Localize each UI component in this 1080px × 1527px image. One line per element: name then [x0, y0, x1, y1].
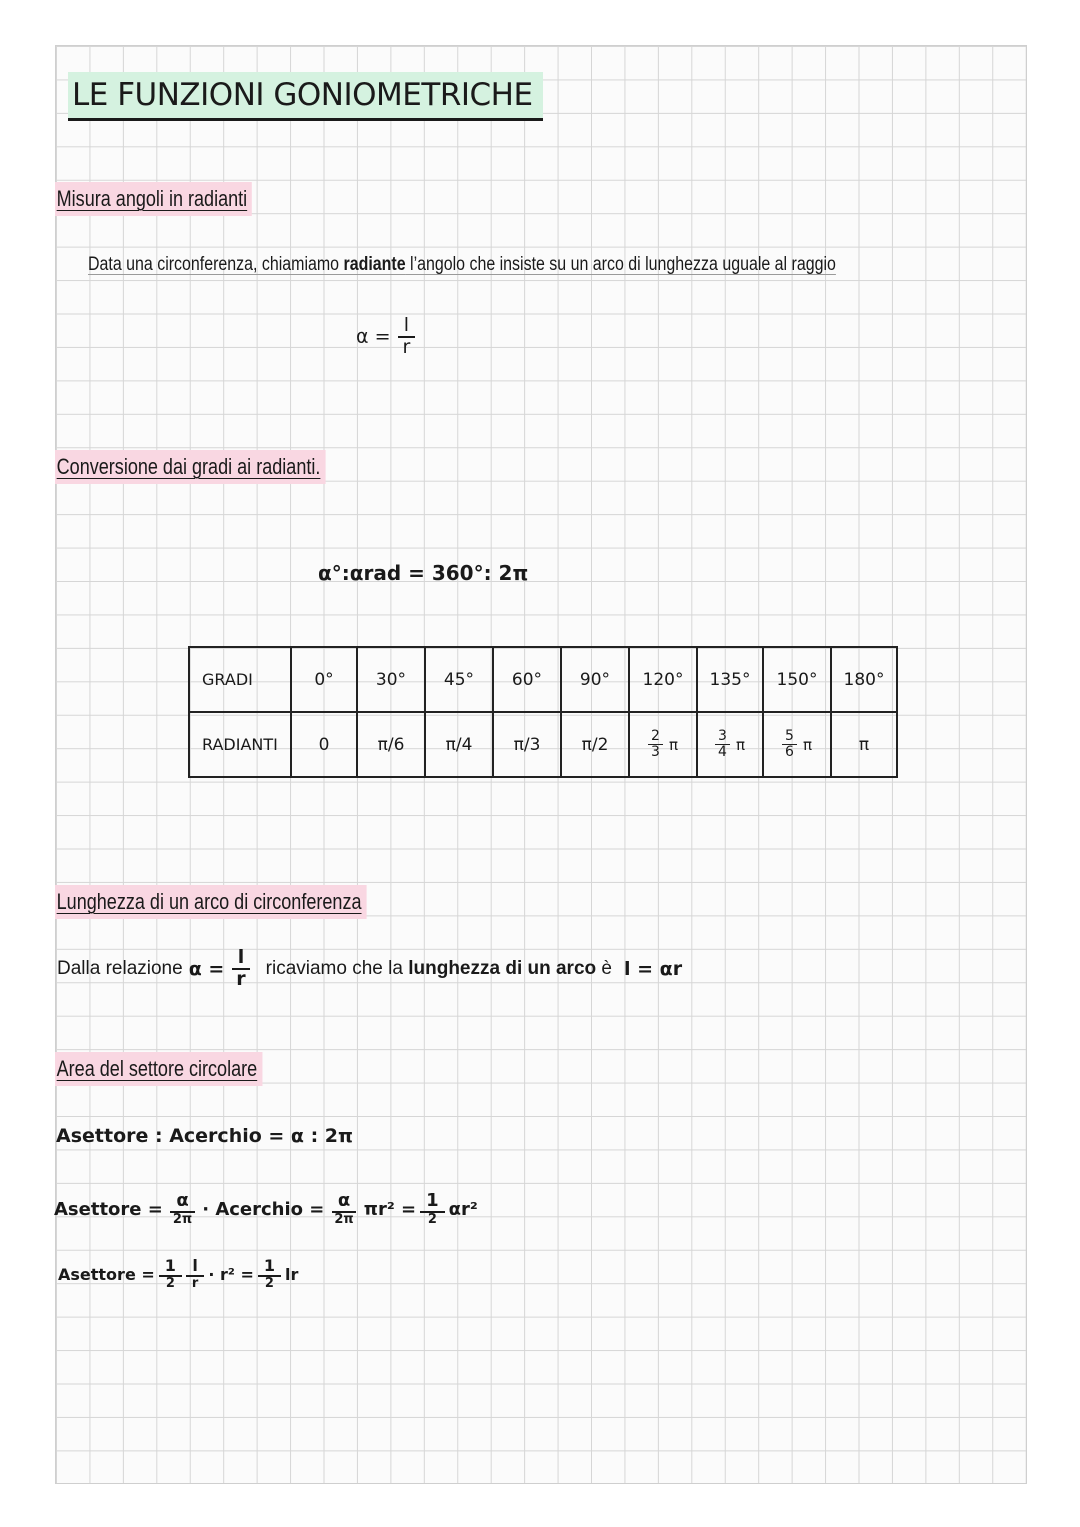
radian-cell [629, 712, 697, 777]
fraction-denominator: 3 [651, 744, 660, 760]
radiante-definition [88, 254, 836, 276]
eq2-fraction-1 [167, 1192, 198, 1227]
fraction-numerator: 2 [648, 729, 663, 745]
radiante-formula [356, 316, 416, 358]
relation-mid: ricaviamo che la [265, 957, 409, 979]
relation-fraction [230, 948, 251, 990]
relation-end: è [596, 957, 612, 979]
fraction-denominator: 6 [785, 744, 794, 760]
eq2-f3-den: 2 [427, 1211, 437, 1227]
formula-numerator: l [398, 316, 415, 338]
eq3-fraction-3 [258, 1258, 281, 1290]
eq2-f3-num: 1 [420, 1192, 445, 1213]
formula-denominator: r [402, 335, 411, 358]
degree-cell: 180° [831, 647, 897, 712]
eq2-f2-den: 2π [334, 1211, 354, 1227]
eq3-f2-den: r [191, 1275, 199, 1291]
pi-symbol: π [735, 735, 745, 754]
eq2-f2-num: α [332, 1192, 356, 1213]
relation-bold: lunghezza di un arco [408, 957, 597, 979]
eq3-lhs: Asettore = [58, 1264, 155, 1284]
radian-cell: 0 [291, 712, 357, 777]
pi-symbol: π [668, 735, 678, 754]
eq3-end: lr [285, 1264, 299, 1284]
eq2-fraction-3 [420, 1192, 445, 1227]
arc-length-relation [57, 948, 682, 990]
definition-suffix: l’angolo che insiste su un arco di lunghezza uguale al raggio [405, 254, 836, 275]
relation-lhs: α = [188, 957, 225, 980]
relation-text [266, 958, 612, 980]
sector-area-simplified [58, 1258, 298, 1290]
pi-symbol: π [802, 735, 812, 754]
radian-fraction [782, 729, 797, 759]
radian-cell [763, 712, 831, 777]
heading-conversione: Conversione dai gradi ai radianti. [55, 450, 325, 484]
header-radianti: RADIANTI [189, 712, 291, 777]
radian-cell: π/3 [493, 712, 561, 777]
degree-cell: 60° [493, 647, 561, 712]
eq3-fraction-2 [186, 1258, 204, 1290]
table-row-degrees [189, 647, 897, 712]
radian-cell: π/6 [357, 712, 425, 777]
formula-fraction [397, 316, 417, 358]
radian-fraction [648, 729, 663, 759]
eq2-pi: πr² = [363, 1198, 417, 1220]
sector-area-equation [54, 1192, 478, 1227]
degree-cell: 30° [357, 647, 425, 712]
degree-cell: 90° [561, 647, 629, 712]
fraction-denominator: 4 [718, 744, 727, 760]
eq3-f1-den: 2 [165, 1275, 175, 1291]
radian-cell: π [831, 712, 897, 777]
eq3-mid: · r² = [208, 1264, 254, 1284]
eq2-f1-den: 2π [172, 1211, 193, 1227]
degree-cell: 135° [697, 647, 763, 712]
degree-cell: 0° [291, 647, 357, 712]
table-row-radians [189, 712, 897, 777]
heading-settore: Area del settore circolare [55, 1052, 262, 1086]
eq3-f2-num: l [186, 1258, 203, 1277]
degree-cell: 150° [763, 647, 831, 712]
eq2-lhs: Asettore = [54, 1198, 163, 1220]
formula-lhs: α = [356, 325, 391, 348]
relation-numerator: l [232, 948, 251, 970]
eq2-mid: · Acerchio = [202, 1198, 325, 1220]
sector-proportion: Asettore : Acerchio = α : 2π [56, 1125, 354, 1147]
eq3-f3-den: 2 [264, 1275, 274, 1291]
definition-term: radiante [343, 254, 406, 275]
fraction-numerator: 5 [782, 729, 797, 745]
heading-arco: Lunghezza di un arco di circonferenza [55, 885, 366, 919]
page-title: LE FUNZIONI GONIOMETRICHE [68, 72, 543, 121]
definition-prefix: Data una circonferenza, chiamiamo [88, 254, 344, 275]
arc-length-result: l = αr [623, 957, 683, 980]
radian-cell: π/4 [425, 712, 493, 777]
radian-cell: π/2 [561, 712, 629, 777]
relation-prefix: Dalla relazione [57, 957, 183, 979]
conversion-table [188, 646, 898, 778]
eq3-f3-num: 1 [258, 1258, 281, 1277]
degree-cell: 45° [425, 647, 493, 712]
fraction-numerator: 3 [715, 729, 730, 745]
heading-radianti: Misura angoli in radianti [55, 182, 252, 216]
header-gradi: GRADI [189, 647, 291, 712]
radian-fraction [715, 729, 730, 759]
eq3-fraction-1 [159, 1258, 182, 1290]
relation-denominator: r [236, 967, 246, 990]
eq2-f1-num: α [170, 1192, 194, 1213]
degree-cell: 120° [629, 647, 697, 712]
eq3-f1-num: 1 [159, 1258, 182, 1277]
conversion-proportion: α°:αrad = 360°: 2π [318, 561, 529, 585]
eq2-fraction-2 [328, 1192, 359, 1227]
eq2-end: αr² [448, 1198, 478, 1220]
radian-cell [697, 712, 763, 777]
